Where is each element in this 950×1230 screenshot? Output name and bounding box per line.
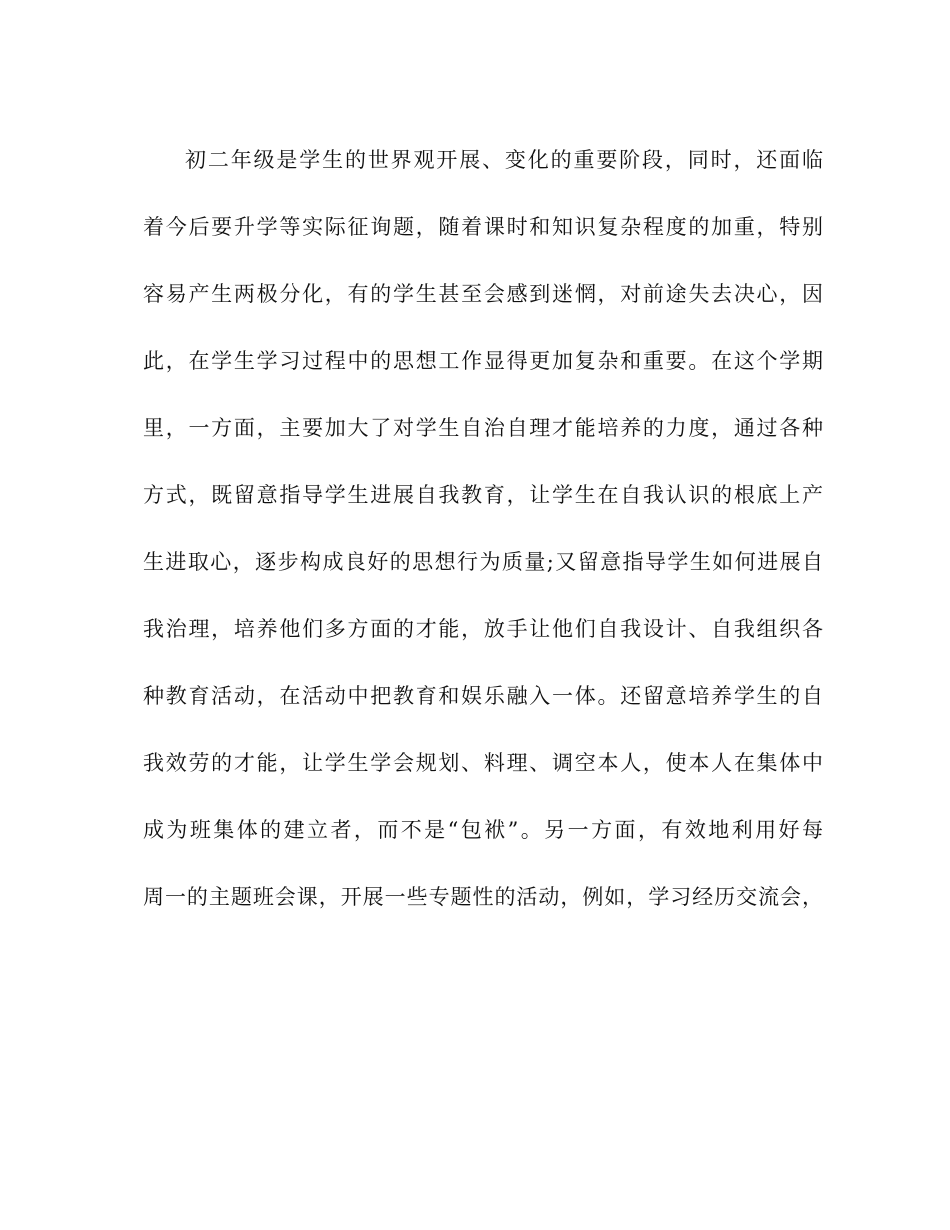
paragraph-line: 此，在学生学习过程中的思想工作显得更加复杂和重要。在这个学期 xyxy=(143,349,823,373)
paragraph-line: 着今后要升学等实际征询题，随着课时和知识复杂程度的加重，特别 xyxy=(143,215,823,239)
paragraph-line: 成为班集体的建立者，而不是“包袱”。另一方面，有效地利用好每 xyxy=(143,818,823,842)
paragraph-line: 我效劳的才能，让学生学会规划、料理、调空本人，使本人在集体中 xyxy=(143,751,823,775)
paragraph-line: 初二年级是学生的世界观开展、变化的重要阶段，同时，还面临 xyxy=(185,148,823,172)
paragraph-line: 周一的主题班会课，开展一些专题性的活动，例如，学习经历交流会， xyxy=(143,885,823,909)
paragraph-line: 里，一方面，主要加大了对学生自治自理才能培养的力度，通过各种 xyxy=(143,416,823,440)
paragraph-line: 方式，既留意指导学生进展自我教育，让学生在自我认识的根底上产 xyxy=(143,483,823,507)
paragraph-line: 容易产生两极分化，有的学生甚至会感到迷惘，对前途失去决心，因 xyxy=(143,282,823,306)
body-paragraph xyxy=(143,137,823,921)
paragraph-line: 种教育活动，在活动中把教育和娱乐融入一体。还留意培养学生的自 xyxy=(143,684,823,708)
paragraph-line: 我治理，培养他们多方面的才能，放手让他们自我设计、自我组织各 xyxy=(143,617,823,641)
paragraph-line: 生进取心，逐步构成良好的思想行为质量;又留意指导学生如何进展自 xyxy=(143,550,823,574)
